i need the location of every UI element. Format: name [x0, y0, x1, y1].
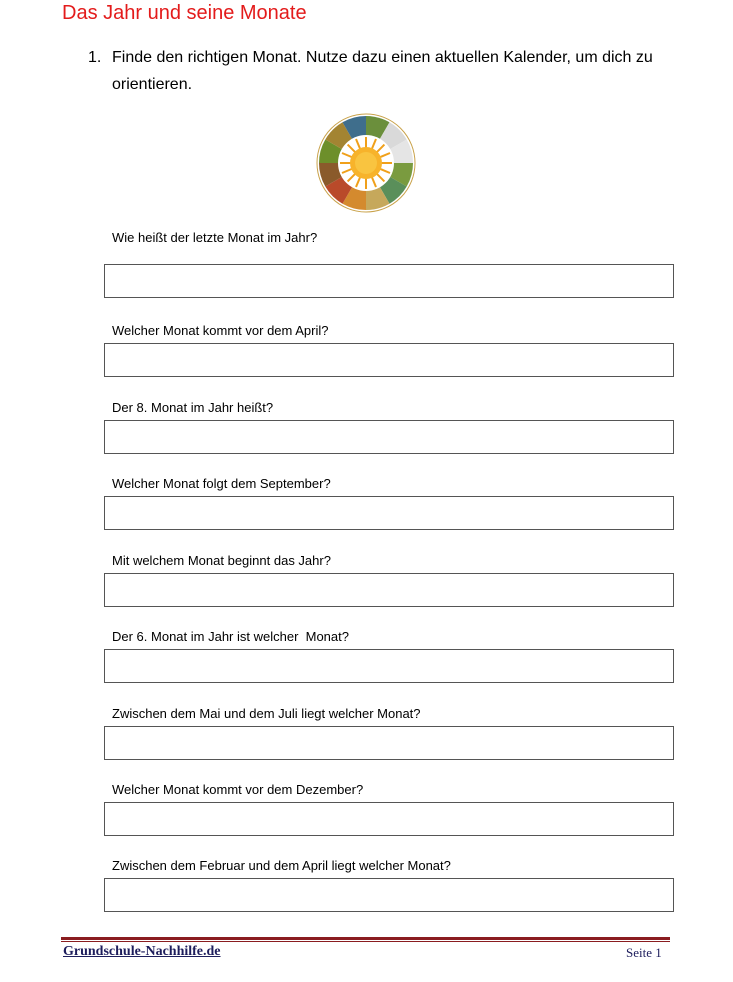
question-9-label: Zwischen dem Februar und dem April liegt welcher Monat?	[112, 858, 451, 873]
task-number: 1.	[88, 49, 102, 66]
question-2-label: Welcher Monat kommt vor dem April?	[112, 323, 329, 338]
calendar-wheel-icon	[316, 113, 416, 213]
question-3-label: Der 8. Monat im Jahr heißt?	[112, 400, 274, 415]
footer-site-link[interactable]: Grundschule-Nachhilfe.de	[63, 944, 221, 959]
answer-5-field[interactable]	[104, 573, 674, 607]
answer-3-field[interactable]	[104, 420, 674, 454]
page-title: Das Jahr und seine Monate	[62, 2, 307, 24]
answer-8-field[interactable]	[104, 802, 674, 836]
footer-rule-thick	[61, 937, 670, 940]
question-6-label: Der 6. Monat im Jahr ist welcher Monat?	[112, 629, 349, 644]
answer-6-field[interactable]	[104, 649, 674, 683]
task-text: Finde den richtigen Monat. Nutze dazu einen aktuellen Kalender, um dich zu orientieren.	[112, 49, 653, 93]
footer-page-number: Seite 1	[626, 945, 662, 960]
footer-rule-thin	[61, 941, 670, 942]
answer-2-field[interactable]	[104, 343, 674, 377]
answer-4-field[interactable]	[104, 496, 674, 530]
question-8-label: Welcher Monat kommt vor dem Dezember?	[112, 782, 364, 797]
question-7-label: Zwischen dem Mai und dem Juli liegt welcher Monat?	[112, 706, 421, 721]
question-1-label: Wie heißt der letzte Monat im Jahr?	[112, 230, 318, 245]
answer-1-field[interactable]	[104, 264, 674, 298]
answer-7-field[interactable]	[104, 726, 674, 760]
answer-9-field[interactable]	[104, 878, 674, 912]
question-4-label: Welcher Monat folgt dem September?	[112, 476, 331, 491]
question-5-label: Mit welchem Monat beginnt das Jahr?	[112, 553, 331, 568]
